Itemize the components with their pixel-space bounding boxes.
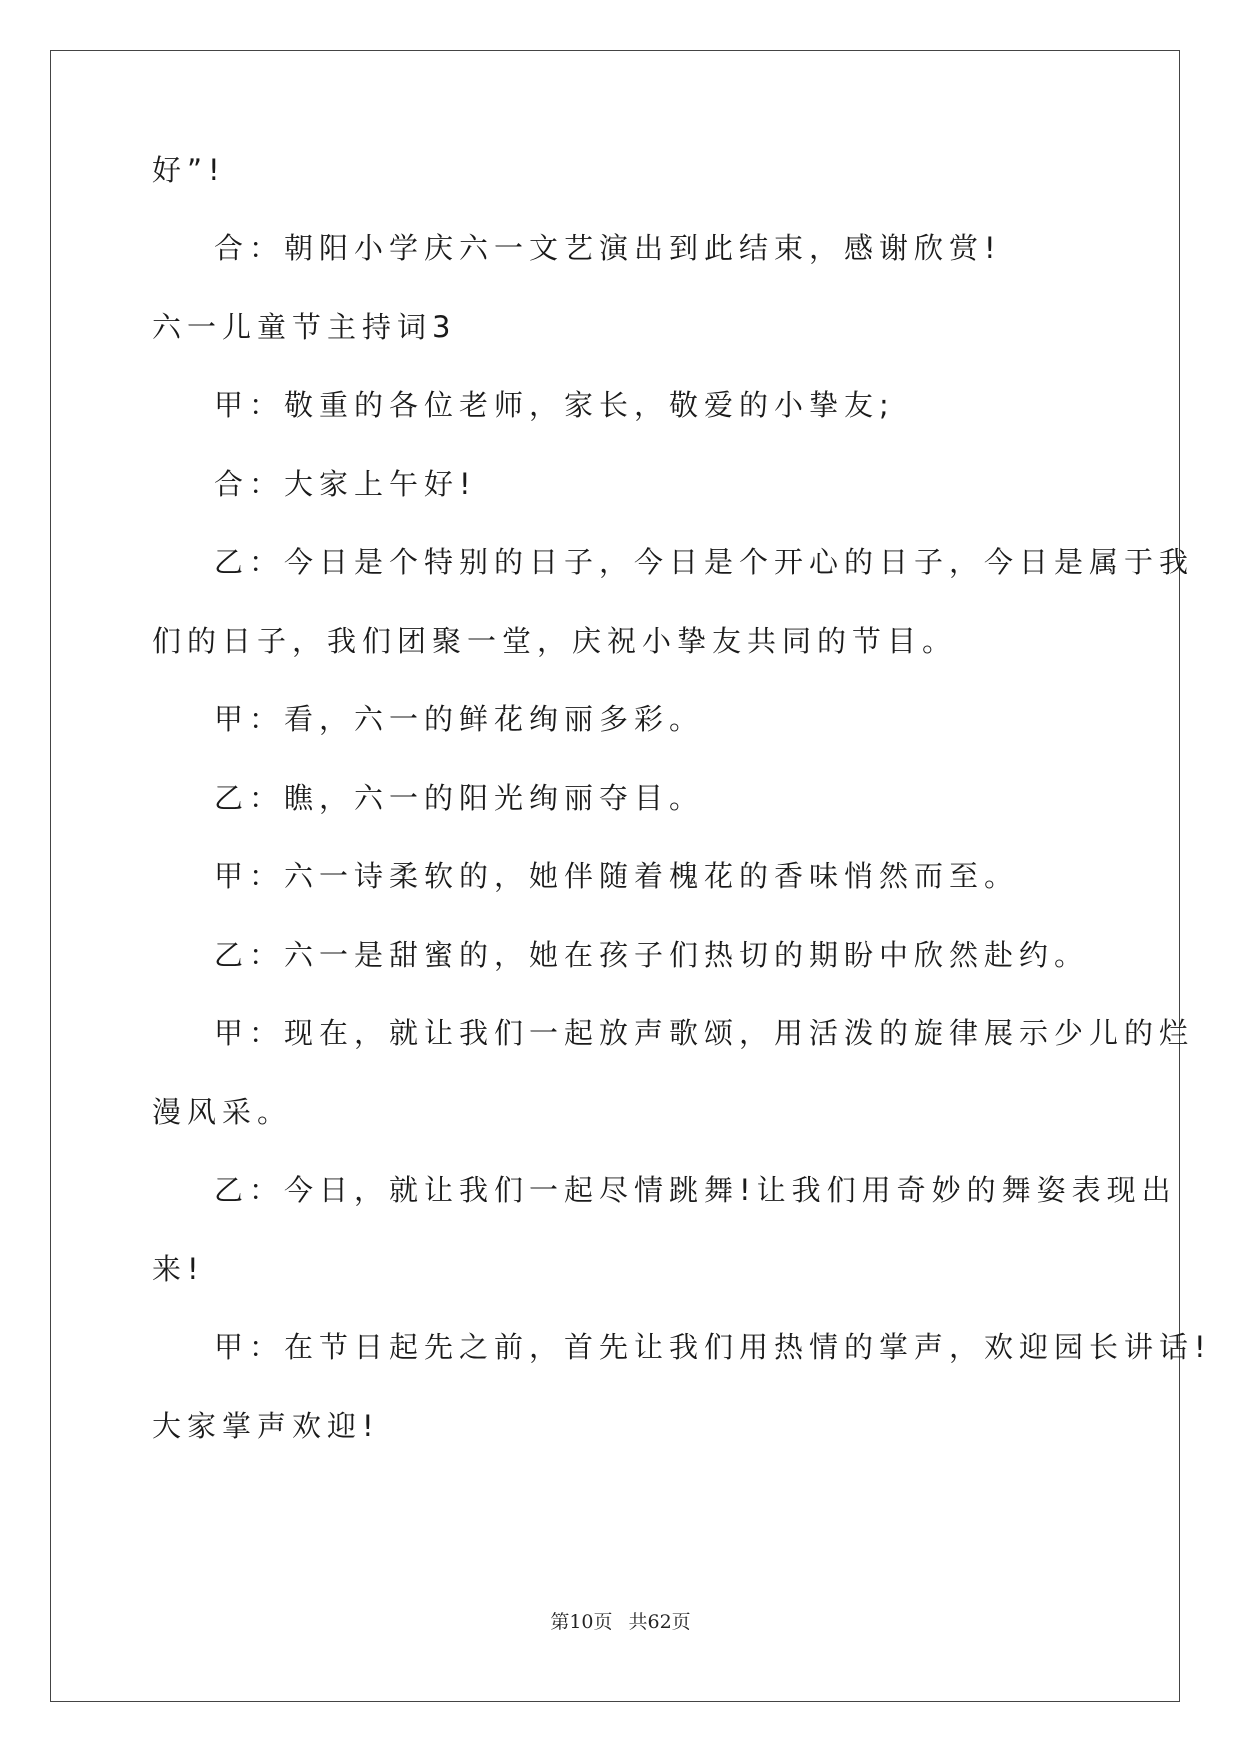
paragraph-line: 甲：六一诗柔软的，她伴随着槐花的香味悄然而至。 <box>214 859 1020 893</box>
paragraph-line: 乙：今日是个特别的日子，今日是个开心的日子，今日是属于我 <box>214 545 1195 579</box>
paragraph-line: 乙：今日，就让我们一起尽情跳舞!让我们用奇妙的舞姿表现出 <box>214 1173 1177 1207</box>
section-heading: 六一儿童节主持词3 <box>152 310 457 344</box>
paragraph-line: 大家掌声欢迎! <box>152 1409 380 1443</box>
paragraph-line: 乙：六一是甜蜜的，她在孩子们热切的期盼中欣然赴约。 <box>214 938 1090 972</box>
paragraph-line: 合：大家上午好! <box>214 467 477 501</box>
paragraph-line: 甲：看，六一的鲜花绚丽多彩。 <box>214 702 705 736</box>
page-total: 共62页 <box>628 1611 691 1633</box>
paragraph-line: 甲：现在，就让我们一起放声歌颂，用活泼的旋律展示少儿的烂 <box>214 1016 1195 1050</box>
page-number: 第10页 <box>550 1611 613 1633</box>
paragraph-line: 合：朝阳小学庆六一文艺演出到此结束，感谢欣赏! <box>214 231 1002 265</box>
page-footer <box>0 1607 1241 1634</box>
paragraph-line: 来! <box>152 1252 205 1286</box>
paragraph-line: 甲：敬重的各位老师，家长，敬爱的小挚友; <box>214 388 895 422</box>
paragraph-line: 们的日子，我们团聚一堂，庆祝小挚友共同的节目。 <box>152 624 958 658</box>
paragraph-line: 乙：瞧，六一的阳光绚丽夺目。 <box>214 781 705 815</box>
paragraph-line: 甲：在节日起先之前，首先让我们用热情的掌声，欢迎园长讲话! <box>214 1330 1212 1364</box>
paragraph-line: 好”! <box>152 153 226 187</box>
paragraph-line: 漫风采。 <box>152 1095 293 1129</box>
